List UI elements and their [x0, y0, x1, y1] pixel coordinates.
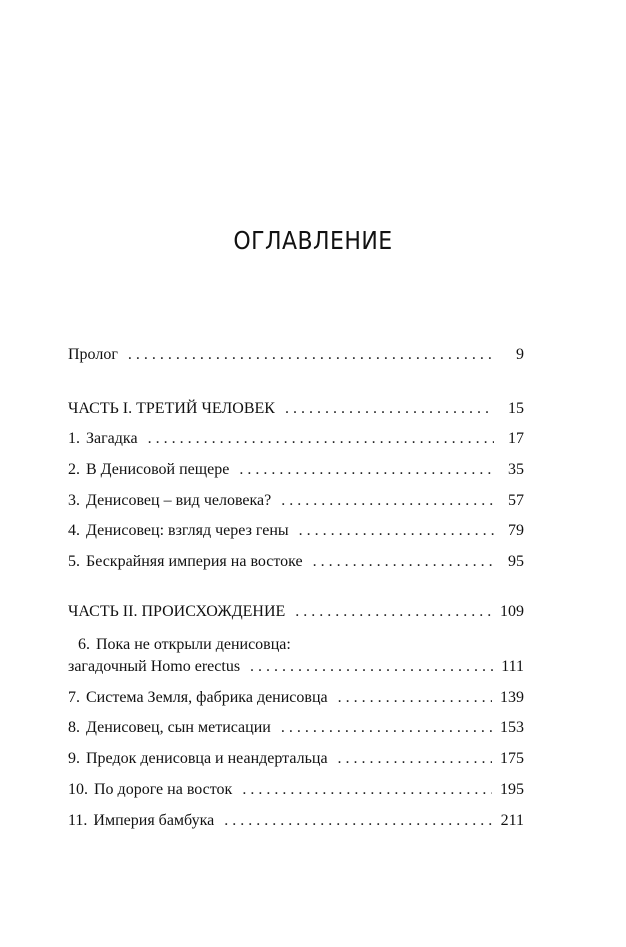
chapter-page: 35	[508, 461, 524, 478]
chapter-number: 2.	[68, 461, 80, 478]
chapter-title-continued: загадочный Homo erectus	[68, 658, 241, 675]
chapter-page: 17	[508, 430, 524, 447]
chapter-number: 11.	[68, 812, 88, 829]
chapter-number: 4.	[68, 522, 80, 539]
toc-entry-chapter-6-line-1	[68, 634, 291, 656]
chapter-page: 175	[500, 750, 524, 767]
chapter-title: В Денисовой пещере	[86, 461, 230, 478]
chapter-number: 5.	[68, 553, 80, 570]
toc-part-page: 109	[500, 603, 524, 620]
chapter-number: 6.	[78, 636, 90, 653]
toc-entry-chapter-5	[68, 551, 524, 573]
chapter-page: 79	[508, 522, 524, 539]
dot-leader	[239, 459, 494, 481]
chapter-title: Империя бамбука	[93, 812, 215, 829]
toc-part-2	[68, 601, 524, 623]
table-of-contents	[68, 0, 524, 947]
chapter-number: 1.	[68, 430, 80, 447]
chapter-title: Система Земля, фабрика денисовца	[86, 689, 328, 706]
toc-entry-chapter-9	[68, 748, 524, 770]
page-title: ОГЛАВЛЕНИЕ	[233, 226, 393, 255]
chapter-number: 9.	[68, 750, 80, 767]
toc-part-title: ЧАСТЬ II. ПРОИСХОЖДЕНИЕ	[68, 603, 286, 620]
toc-entry-chapter-7	[68, 687, 524, 709]
chapter-title: Денисовец, сын метисации	[86, 719, 271, 736]
chapter-title: Пока не открыли денисовца:	[96, 636, 291, 653]
chapter-number: 8.	[68, 719, 80, 736]
toc-entry-page: 9	[516, 346, 524, 363]
toc-entry-chapter-11	[68, 810, 524, 832]
toc-entry-chapter-8	[68, 717, 524, 739]
chapter-title: По дороге на восток	[94, 781, 233, 798]
toc-entry-chapter-2	[68, 459, 524, 481]
dot-leader	[281, 717, 492, 739]
chapter-page: 139	[500, 689, 524, 706]
dot-leader	[338, 748, 492, 770]
dot-leader	[299, 520, 494, 542]
chapter-number: 10.	[68, 781, 88, 798]
toc-part-1	[68, 398, 524, 420]
chapter-page: 153	[500, 719, 524, 736]
toc-part-title: ЧАСТЬ I. ТРЕТИЙ ЧЕЛОВЕК	[68, 400, 275, 417]
dot-leader	[224, 810, 492, 832]
chapter-page: 211	[500, 812, 524, 829]
chapter-title: Бескрайняя империя на востоке	[86, 553, 303, 570]
chapter-page: 195	[500, 781, 524, 798]
dot-leader	[250, 656, 493, 678]
chapter-title: Предок денисовца и неандертальца	[86, 750, 328, 767]
toc-entry-chapter-3	[68, 490, 524, 512]
dot-leader	[338, 687, 492, 709]
toc-entry-chapter-4	[68, 520, 524, 542]
chapter-page: 95	[508, 553, 524, 570]
dot-leader	[295, 601, 492, 623]
toc-entry-chapter-10	[68, 779, 524, 801]
toc-entry-chapter-1	[68, 428, 524, 450]
toc-entry-chapter-6-line-2	[68, 656, 524, 678]
toc-entry-prologue	[68, 344, 524, 366]
chapter-page: 57	[508, 492, 524, 509]
dot-leader	[148, 428, 494, 450]
dot-leader	[313, 551, 494, 573]
chapter-page: 111	[501, 658, 524, 675]
chapter-title: Денисовец – вид человека?	[86, 492, 272, 509]
toc-entry-title: Пролог	[68, 346, 118, 363]
chapter-number: 3.	[68, 492, 80, 509]
toc-part-page: 15	[508, 400, 524, 417]
dot-leader	[128, 344, 494, 366]
dot-leader	[242, 779, 492, 801]
chapter-number: 7.	[68, 689, 80, 706]
chapter-title: Денисовец: взгляд через гены	[86, 522, 289, 539]
dot-leader	[285, 398, 494, 420]
dot-leader	[281, 490, 494, 512]
chapter-title: Загадка	[86, 430, 138, 447]
